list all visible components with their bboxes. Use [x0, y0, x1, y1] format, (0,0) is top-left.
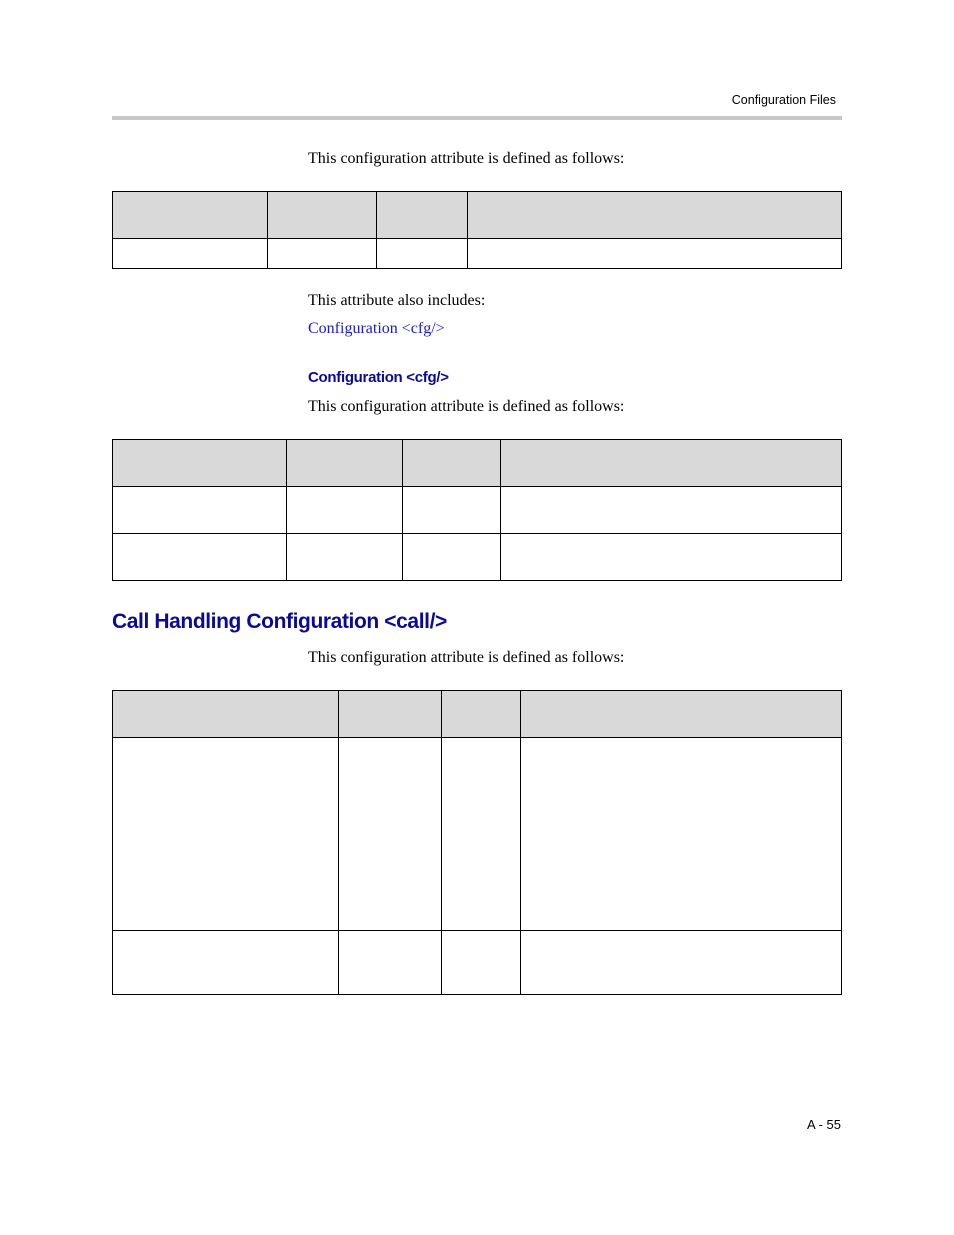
- table-cell: [113, 239, 268, 269]
- attribute-table-3: [112, 690, 842, 995]
- table-cell: [377, 239, 468, 269]
- table-cell: [339, 931, 442, 995]
- table-cell: [468, 239, 842, 269]
- table-intro-2: This configuration attribute is defined as follows:: [308, 398, 625, 415]
- table-cell: [403, 534, 501, 581]
- header-cell: [287, 440, 403, 487]
- table-header-row: [113, 440, 842, 487]
- table-intro-3: This configuration attribute is defined as follows:: [308, 649, 625, 666]
- table-cell: [113, 931, 339, 995]
- table-row: [113, 239, 842, 269]
- header-cell: [468, 192, 842, 239]
- header-cell: [113, 440, 287, 487]
- table-header-row: [113, 192, 842, 239]
- table-header-row: [113, 691, 842, 738]
- table-cell: [113, 534, 287, 581]
- header-cell: [501, 440, 842, 487]
- table-row: [113, 931, 842, 995]
- table-cell: [403, 487, 501, 534]
- includes-text: This attribute also includes:: [308, 292, 486, 309]
- table-cell: [287, 534, 403, 581]
- call-handling-heading: Call Handling Configuration <call/>: [112, 610, 447, 633]
- page-number: A - 55: [807, 1117, 841, 1132]
- table-cell: [113, 738, 339, 931]
- header-cell: [268, 192, 377, 239]
- attribute-table-2: [112, 439, 842, 581]
- table-intro-1: This configuration attribute is defined as follows:: [308, 150, 625, 167]
- header-cell: [113, 192, 268, 239]
- header-cell: [339, 691, 442, 738]
- table-cell: [442, 738, 521, 931]
- cfg-link[interactable]: Configuration <cfg/>: [308, 320, 445, 337]
- table-cell: [521, 931, 842, 995]
- table-cell: [521, 738, 842, 931]
- cfg-heading: Configuration <cfg/>: [308, 369, 449, 386]
- table-row: [113, 534, 842, 581]
- attribute-table-1: [112, 191, 842, 269]
- header-cell: [521, 691, 842, 738]
- header-cell: [403, 440, 501, 487]
- header-cell: [377, 192, 468, 239]
- table-cell: [339, 738, 442, 931]
- running-header: Configuration Files: [731, 93, 836, 107]
- table-cell: [268, 239, 377, 269]
- header-rule: [112, 116, 842, 120]
- table-cell: [501, 534, 842, 581]
- table-cell: [501, 487, 842, 534]
- table-cell: [442, 931, 521, 995]
- header-cell: [113, 691, 339, 738]
- table-cell: [287, 487, 403, 534]
- header-cell: [442, 691, 521, 738]
- table-row: [113, 738, 842, 931]
- table-row: [113, 487, 842, 534]
- table-cell: [113, 487, 287, 534]
